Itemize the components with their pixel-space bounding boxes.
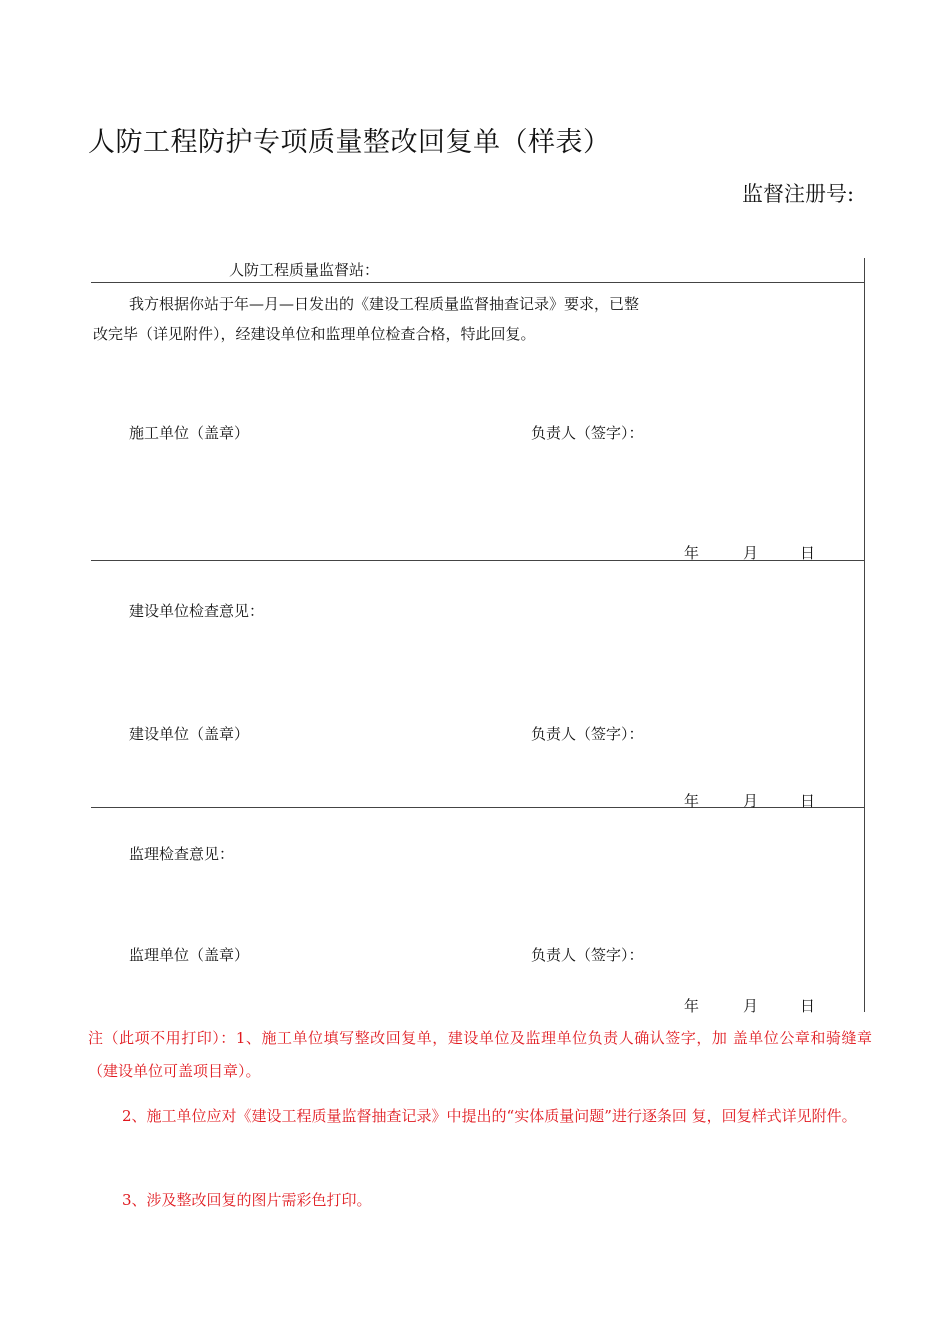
owner-person-label: 负责人（签字）： <box>531 725 644 743</box>
right-border <box>864 258 865 1012</box>
supervision-person-label: 负责人（签字）： <box>531 946 644 964</box>
construction-unit-label: 施工单位（盖章） <box>129 424 250 442</box>
body-line-1: 我方根据你站于年—月—日发出的《建设工程质量监督抽查记录》要求，已整 <box>129 295 640 313</box>
note-2: 2、施工单位应对《建设工程质量监督抽查记录》中提出的“实体质量问题”进行逐条回 复，回复样式详见附件。 <box>122 1107 857 1125</box>
supervision-date-day: 日 <box>800 997 816 1015</box>
owner-unit-label: 建设单位（盖章） <box>129 725 250 743</box>
rule-top <box>91 282 865 283</box>
owner-date-year: 年 <box>684 792 700 810</box>
supervision-date-month: 月 <box>743 997 759 1015</box>
supervision-unit-label: 监理单位（盖章） <box>129 946 250 964</box>
note-3: 3、涉及整改回复的图片需彩色打印。 <box>122 1191 372 1209</box>
note-1: 注（此项不用打印）：1、施工单位填写整改回复单，建设单位及监理单位负责人确认签字，加 盖单位公章和骑缝章（建设单位可盖项目章）。 <box>88 1029 872 1080</box>
body-line-2: 改完毕（详见附件），经建设单位和监理单位检查合格，特此回复。 <box>93 325 536 343</box>
registration-number-label: 监督注册号: <box>742 182 855 206</box>
construction-date-day: 日 <box>800 544 816 562</box>
form-title: 人防工程防护专项质量整改回复单（样表） <box>88 127 611 158</box>
owner-date-month: 月 <box>743 792 759 810</box>
supervision-opinion-label: 监理检查意见： <box>129 845 235 863</box>
owner-date-day: 日 <box>800 792 816 810</box>
construction-date-month: 月 <box>743 544 759 562</box>
construction-person-label: 负责人（签字）： <box>531 424 644 442</box>
addressee: 人防工程质量监督站： <box>229 261 380 279</box>
construction-date-year: 年 <box>684 544 700 562</box>
owner-opinion-label: 建设单位检查意见： <box>129 602 265 620</box>
supervision-date-year: 年 <box>684 997 700 1015</box>
